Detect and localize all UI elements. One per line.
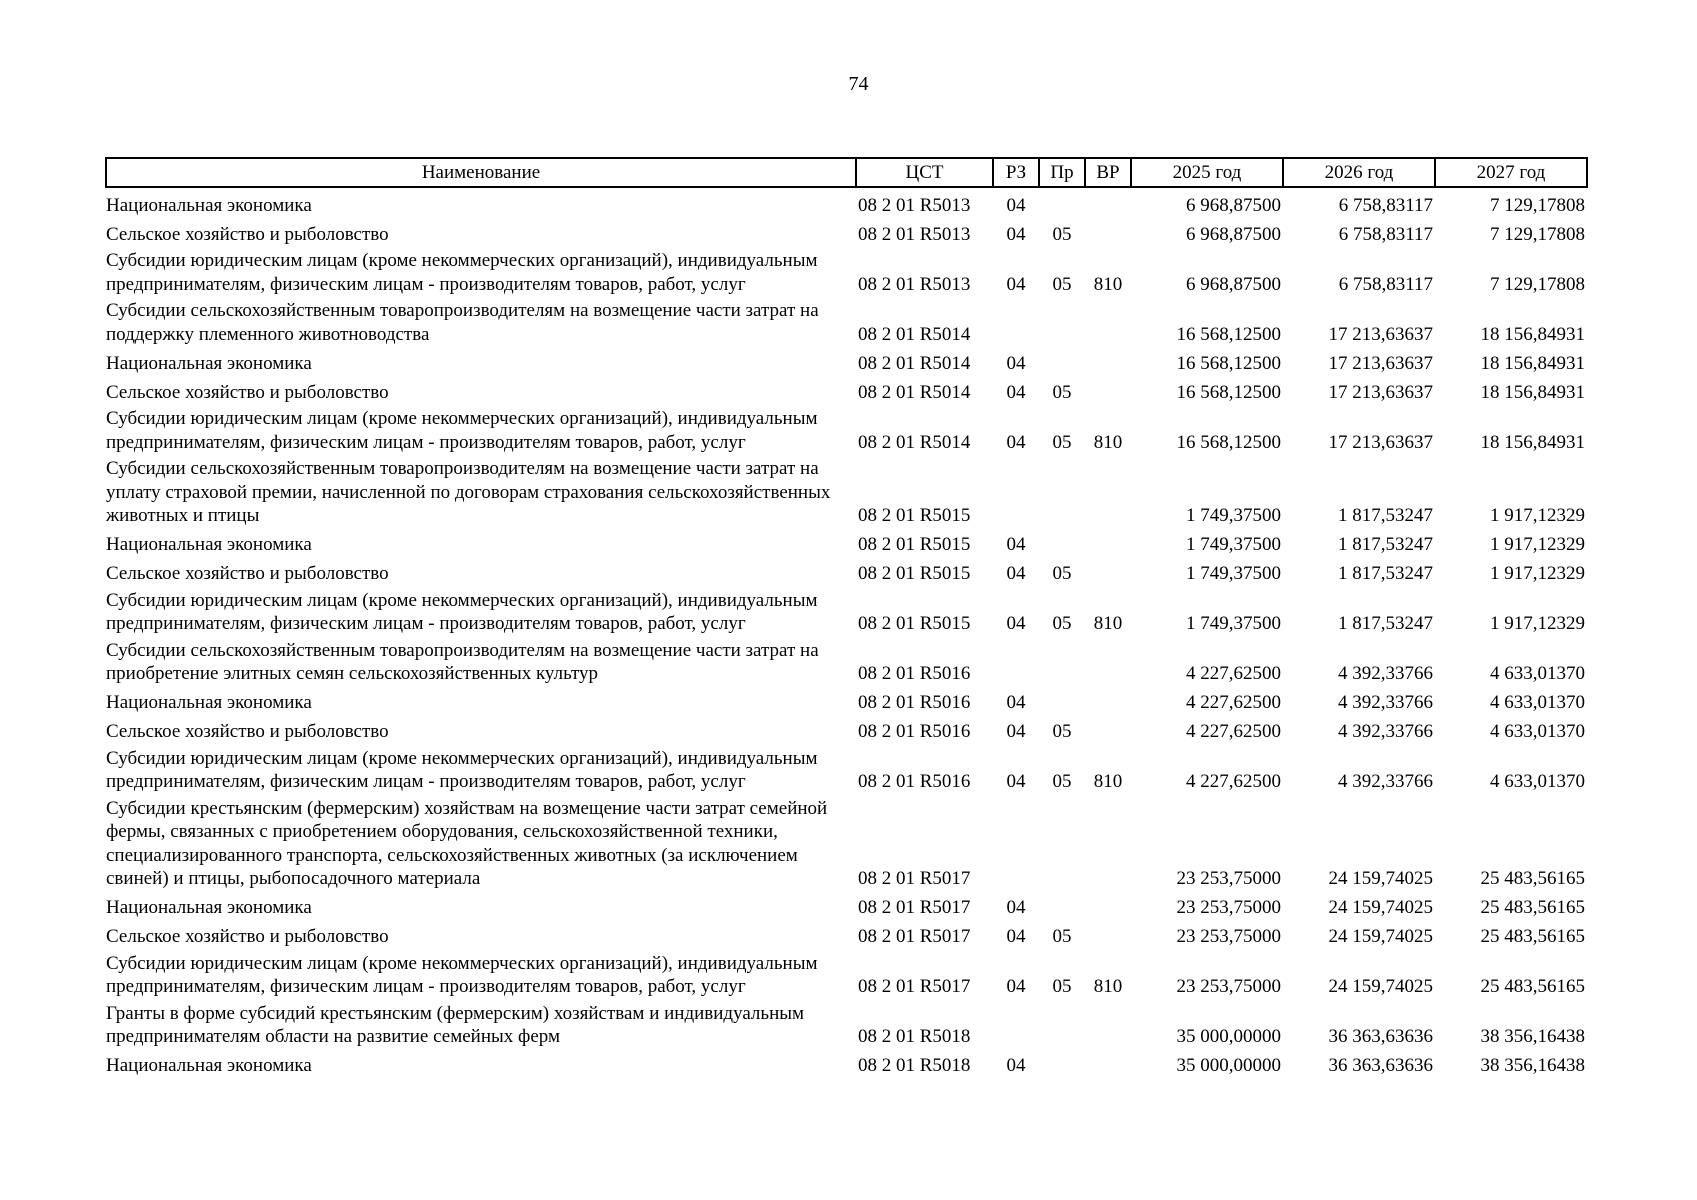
cell-name: Субсидии сельскохозяйственным товаропроизводителям на возмещение части затрат на приобретение элитных семян сельскохозяйственных культур (106, 639, 819, 684)
cell-cst: 08 2 01 R5016 (858, 721, 971, 742)
cell-2025: 16 568,12500 (1176, 381, 1281, 403)
cell-name: Сельское хозяйство и рыболовство (106, 381, 389, 403)
cell-cst: 08 2 01 R5014 (858, 352, 971, 374)
cell-2027: 1 917,12329 (1490, 613, 1585, 634)
cell-pr (1039, 528, 1085, 557)
cell-2027: 25 483,56165 (1480, 897, 1585, 918)
table-row (106, 528, 1587, 557)
cell-name: Национальная экономика (106, 534, 312, 555)
table-row (106, 1049, 1587, 1078)
table-row (106, 715, 1587, 744)
table-body (106, 187, 1587, 1078)
cell-pr: 05 (1052, 976, 1072, 997)
cell-vr (1085, 1049, 1131, 1078)
cell-name: Субсидии юридическим лицам (кроме некоммерческих организаций), индивидуальным предпринимателям, физическим лицам - производителям товаров, работ, услуг (106, 250, 818, 295)
cell-2027: 7 129,17808 (1490, 273, 1585, 295)
cell-2027: 38 356,16438 (1480, 1055, 1585, 1076)
cell-pr: 05 (1052, 721, 1072, 742)
cell-2025: 1 749,37500 (1186, 505, 1281, 526)
cell-pr: 05 (1052, 381, 1072, 403)
cell-2027: 4 633,01370 (1490, 771, 1585, 792)
cell-cst: 08 2 01 R5018 (858, 1055, 971, 1076)
cell-pr (1039, 1049, 1085, 1078)
cell-pr (1039, 891, 1085, 920)
table-row (106, 949, 1587, 999)
table-row (106, 557, 1587, 586)
cell-vr: 810 (1093, 976, 1123, 997)
cell-name: Субсидии крестьянским (фермерским) хозяйствам на возмещение части затрат семейной фермы, связанных с приобретением оборудования, сельскохозяйственной техники, специализированного транспорта, сельскохозяйственных животных (за исключением свиней) и птицы, рыбопосадочного материала (106, 797, 828, 889)
cell-pr (1039, 686, 1085, 715)
cell-cst: 08 2 01 R5015 (858, 505, 971, 526)
table-row (106, 744, 1587, 794)
cell-name: Субсидии юридическим лицам (кроме некоммерческих организаций), индивидуальным предпринимателям, физическим лицам - производителям товаров, работ, услуг (106, 952, 818, 997)
table-row (106, 404, 1587, 454)
cell-2027: 18 156,84931 (1480, 323, 1585, 345)
cell-2025: 6 968,87500 (1186, 273, 1281, 295)
cell-pr: 05 (1052, 926, 1072, 947)
cell-cst: 08 2 01 R5016 (858, 771, 971, 792)
cell-2026: 1 817,53247 (1338, 505, 1433, 526)
cell-2025: 16 568,12500 (1176, 323, 1281, 345)
cell-name: Сельское хозяйство и рыболовство (106, 926, 389, 947)
cell-vr: 810 (1093, 273, 1123, 295)
cell-pr (1039, 296, 1085, 346)
cell-2026: 4 392,33766 (1338, 721, 1433, 742)
cell-vr (1085, 454, 1131, 528)
cell-rz (993, 794, 1039, 891)
cell-name: Национальная экономика (106, 692, 312, 713)
cell-2026: 17 213,63637 (1328, 352, 1433, 374)
cell-2025: 1 749,37500 (1186, 613, 1281, 634)
header-2025: 2025 год (1131, 158, 1283, 187)
cell-cst: 08 2 01 R5015 (858, 563, 971, 584)
cell-rz (993, 454, 1039, 528)
cell-vr (1085, 296, 1131, 346)
cell-cst: 08 2 01 R5016 (858, 692, 971, 713)
header-2026: 2026 год (1283, 158, 1435, 187)
cell-cst: 08 2 01 R5014 (858, 323, 971, 345)
cell-rz: 04 (1006, 534, 1026, 555)
table-row (106, 999, 1587, 1049)
cell-vr (1085, 999, 1131, 1049)
cell-2025: 1 749,37500 (1186, 563, 1281, 584)
cell-2026: 4 392,33766 (1338, 771, 1433, 792)
cell-vr: 810 (1093, 431, 1123, 453)
cell-name: Национальная экономика (106, 194, 312, 216)
cell-cst: 08 2 01 R5017 (858, 976, 971, 997)
cell-2026: 17 213,63637 (1328, 431, 1433, 453)
cell-name: Субсидии юридическим лицам (кроме некоммерческих организаций), индивидуальным предпринимателям, физическим лицам - производителям товаров, работ, услуг (106, 408, 818, 453)
cell-pr: 05 (1052, 223, 1072, 245)
cell-2027: 4 633,01370 (1490, 721, 1585, 742)
cell-2027: 25 483,56165 (1480, 976, 1585, 997)
cell-rz: 04 (1006, 721, 1026, 742)
cell-2027: 18 156,84931 (1480, 381, 1585, 403)
cell-pr (1039, 454, 1085, 528)
cell-rz: 04 (1006, 692, 1026, 713)
cell-2027: 38 356,16438 (1480, 1026, 1585, 1047)
header-2027: 2027 год (1435, 158, 1587, 187)
cell-name: Сельское хозяйство и рыболовство (106, 721, 389, 742)
cell-cst: 08 2 01 R5015 (858, 613, 971, 634)
cell-rz: 04 (1006, 926, 1026, 947)
cell-2025: 35 000,00000 (1176, 1055, 1281, 1076)
cell-cst: 08 2 01 R5018 (858, 1026, 971, 1047)
cell-vr (1085, 686, 1131, 715)
cell-2026: 6 758,83117 (1338, 223, 1433, 245)
cell-2025: 6 968,87500 (1186, 194, 1281, 216)
cell-rz (993, 999, 1039, 1049)
cell-2025: 1 749,37500 (1186, 534, 1281, 555)
cell-name: Сельское хозяйство и рыболовство (106, 223, 389, 245)
cell-rz: 04 (1006, 273, 1026, 295)
cell-2027: 25 483,56165 (1480, 868, 1585, 889)
cell-name: Национальная экономика (106, 352, 312, 374)
cell-pr (1039, 636, 1085, 686)
cell-cst: 08 2 01 R5017 (858, 868, 971, 889)
cell-2025: 4 227,62500 (1186, 771, 1281, 792)
cell-2026: 1 817,53247 (1338, 613, 1433, 634)
cell-vr (1085, 920, 1131, 949)
cell-2026: 17 213,63637 (1328, 381, 1433, 403)
cell-cst: 08 2 01 R5013 (858, 273, 971, 295)
header-name: Наименование (106, 158, 856, 187)
cell-pr: 05 (1052, 771, 1072, 792)
table-row (106, 586, 1587, 636)
cell-2025: 23 253,75000 (1176, 976, 1281, 997)
cell-vr (1085, 715, 1131, 744)
cell-rz: 04 (1006, 897, 1026, 918)
cell-2025: 6 968,87500 (1186, 223, 1281, 245)
table-header-row (106, 158, 1587, 187)
cell-rz: 04 (1006, 1055, 1026, 1076)
table-row (106, 920, 1587, 949)
cell-pr: 05 (1052, 563, 1072, 584)
cell-cst: 08 2 01 R5015 (858, 534, 971, 555)
cell-2026: 24 159,74025 (1328, 868, 1433, 889)
cell-2025: 23 253,75000 (1176, 897, 1281, 918)
cell-cst: 08 2 01 R5016 (858, 663, 971, 684)
cell-vr (1085, 217, 1131, 246)
cell-vr (1085, 794, 1131, 891)
table-row (106, 375, 1587, 404)
cell-2026: 6 758,83117 (1338, 273, 1433, 295)
cell-name: Субсидии сельскохозяйственным товаропроизводителям на возмещение части затрат на уплату страховой премии, начисленной по договорам страхования сельскохозяйственных животных и птицы (106, 458, 831, 526)
cell-2027: 1 917,12329 (1490, 563, 1585, 584)
cell-2026: 1 817,53247 (1338, 563, 1433, 584)
cell-vr (1085, 891, 1131, 920)
cell-2026: 24 159,74025 (1328, 897, 1433, 918)
cell-name: Субсидии сельскохозяйственным товаропроизводителям на возмещение части затрат на поддержку племенного животноводства (106, 300, 819, 345)
cell-vr: 810 (1093, 771, 1123, 792)
page-number: 74 (848, 73, 869, 95)
cell-name: Сельское хозяйство и рыболовство (106, 563, 389, 584)
cell-name: Национальная экономика (106, 897, 312, 918)
cell-pr (1039, 794, 1085, 891)
cell-2025: 23 253,75000 (1176, 868, 1281, 889)
cell-pr: 05 (1052, 431, 1072, 453)
cell-2025: 16 568,12500 (1176, 352, 1281, 374)
cell-rz: 04 (1006, 613, 1026, 634)
cell-rz: 04 (1006, 381, 1026, 403)
cell-2025: 16 568,12500 (1176, 431, 1281, 453)
cell-vr (1085, 187, 1131, 217)
cell-2027: 7 129,17808 (1490, 194, 1585, 216)
cell-rz: 04 (1006, 194, 1026, 216)
cell-2026: 36 363,63636 (1328, 1055, 1433, 1076)
cell-rz: 04 (1006, 223, 1026, 245)
cell-vr: 810 (1093, 613, 1123, 634)
cell-vr (1085, 375, 1131, 404)
cell-2026: 24 159,74025 (1328, 926, 1433, 947)
cell-2027: 18 156,84931 (1480, 431, 1585, 453)
cell-pr: 05 (1052, 613, 1072, 634)
cell-cst: 08 2 01 R5017 (858, 897, 971, 918)
cell-vr (1085, 528, 1131, 557)
cell-2027: 1 917,12329 (1490, 534, 1585, 555)
cell-cst: 08 2 01 R5013 (858, 194, 971, 216)
cell-2026: 6 758,83117 (1338, 194, 1433, 216)
cell-rz: 04 (1006, 352, 1026, 374)
cell-2026: 17 213,63637 (1328, 323, 1433, 345)
table-row (106, 246, 1587, 296)
cell-2025: 4 227,62500 (1186, 721, 1281, 742)
cell-2027: 18 156,84931 (1480, 352, 1585, 374)
cell-cst: 08 2 01 R5013 (858, 223, 971, 245)
cell-rz (993, 636, 1039, 686)
cell-pr (1039, 187, 1085, 217)
table-row (106, 217, 1587, 246)
cell-rz (993, 296, 1039, 346)
cell-vr (1085, 636, 1131, 686)
cell-2027: 4 633,01370 (1490, 663, 1585, 684)
table-row (106, 454, 1587, 528)
header-rz: РЗ (993, 158, 1039, 187)
cell-2025: 4 227,62500 (1186, 663, 1281, 684)
cell-name: Гранты в форме субсидий крестьянским (фермерским) хозяйствам и индивидуальным предпринимателям области на развитие семейных ферм (106, 1002, 805, 1047)
cell-name: Субсидии юридическим лицам (кроме некоммерческих организаций), индивидуальным предпринимателям, физическим лицам - производителям товаров, работ, услуг (106, 589, 818, 634)
cell-2027: 4 633,01370 (1490, 692, 1585, 713)
cell-pr (1039, 999, 1085, 1049)
cell-name: Национальная экономика (106, 1055, 312, 1076)
table-row (106, 187, 1587, 217)
budget-table (105, 157, 1588, 1078)
cell-vr (1085, 346, 1131, 375)
cell-2025: 23 253,75000 (1176, 926, 1281, 947)
cell-vr (1085, 557, 1131, 586)
cell-2026: 24 159,74025 (1328, 976, 1433, 997)
cell-cst: 08 2 01 R5017 (858, 926, 971, 947)
cell-cst: 08 2 01 R5014 (858, 431, 971, 453)
cell-2025: 35 000,00000 (1176, 1026, 1281, 1047)
cell-pr: 05 (1052, 273, 1072, 295)
table-row (106, 296, 1587, 346)
cell-2025: 4 227,62500 (1186, 692, 1281, 713)
cell-2026: 36 363,63636 (1328, 1026, 1433, 1047)
table-row (106, 686, 1587, 715)
cell-2026: 4 392,33766 (1338, 663, 1433, 684)
cell-name: Субсидии юридическим лицам (кроме некоммерческих организаций), индивидуальным предпринимателям, физическим лицам - производителям товаров, работ, услуг (106, 747, 818, 792)
table-row (106, 346, 1587, 375)
table-row (106, 794, 1587, 891)
table-row (106, 891, 1587, 920)
cell-2027: 25 483,56165 (1480, 926, 1585, 947)
cell-rz: 04 (1006, 431, 1026, 453)
cell-2026: 1 817,53247 (1338, 534, 1433, 555)
cell-pr (1039, 346, 1085, 375)
header-cst: ЦСТ (856, 158, 993, 187)
header-vr: ВР (1085, 158, 1131, 187)
cell-2027: 1 917,12329 (1490, 505, 1585, 526)
cell-rz: 04 (1006, 563, 1026, 584)
cell-rz: 04 (1006, 976, 1026, 997)
cell-2027: 7 129,17808 (1490, 223, 1585, 245)
cell-2026: 4 392,33766 (1338, 692, 1433, 713)
cell-rz: 04 (1006, 771, 1026, 792)
table-row (106, 636, 1587, 686)
cell-cst: 08 2 01 R5014 (858, 381, 971, 403)
header-pr: Пр (1039, 158, 1085, 187)
